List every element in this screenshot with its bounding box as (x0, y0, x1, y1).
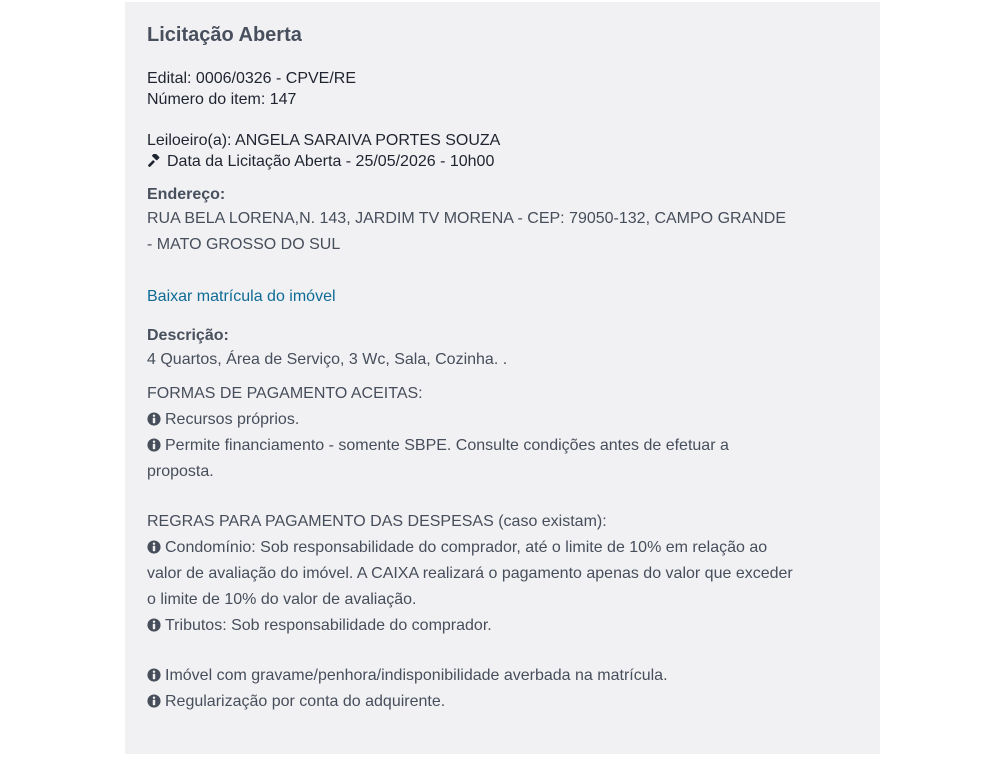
auction-date: Data da Licitação Aberta - 25/05/2026 - 10h00 (167, 153, 495, 170)
rule-text-continued: valor de avaliação do imóvel. A CAIXA realizará o pagamento apenas do valor que exceder (147, 565, 793, 582)
description: 4 Quartos, Área de Serviço, 3 Wc, Sala, Cozinha. . (147, 351, 508, 368)
auctioneer: Leiloeiro(a): ANGELA SARAIVA PORTES SOUZA (147, 132, 501, 149)
gavel-icon (147, 154, 161, 168)
page-title: Licitação Aberta (147, 24, 302, 46)
address-line: - MATO GROSSO DO SUL (147, 236, 341, 253)
payment-item (147, 407, 858, 433)
address (147, 206, 858, 258)
property-notes (147, 663, 858, 715)
rule-text: Tributos: Sob responsabilidade do comprador. (165, 617, 492, 634)
note-text: Imóvel com gravame/penhora/indisponibilidade averbada na matrícula. (165, 667, 668, 684)
payment-text: Recursos próprios. (165, 411, 300, 428)
payment-heading: FORMAS DE PAGAMENTO ACEITAS: (147, 385, 423, 402)
rule-text: Condomínio: Sob responsabilidade do comprador, até o limite de 10% em relação ao (165, 539, 768, 556)
info-circle-icon (147, 668, 161, 682)
payment-methods (147, 381, 858, 485)
info-circle-icon (147, 694, 161, 708)
auction-block (147, 130, 858, 172)
address-label: Endereço: (147, 186, 226, 203)
expense-rules (147, 509, 858, 639)
info-circle-icon (147, 412, 161, 426)
info-circle-icon (147, 618, 161, 632)
note-item (147, 689, 858, 715)
payment-text: Permite financiamento - somente SBPE. Consulte condições antes de efetuar a (165, 437, 729, 454)
info-circle-icon (147, 438, 161, 452)
rule-item (147, 535, 858, 561)
info-circle-icon (147, 540, 161, 554)
listing-panel (125, 2, 880, 754)
rules-heading: REGRAS PARA PAGAMENTO DAS DESPESAS (caso existam): (147, 513, 607, 530)
address-line: RUA BELA LORENA,N. 143, JARDIM TV MORENA - CEP: 79050-132, CAMPO GRANDE (147, 210, 787, 227)
description-label: Descrição: (147, 327, 229, 344)
download-registration-link[interactable]: Baixar matrícula do imóvel (147, 288, 336, 305)
note-item (147, 663, 858, 689)
auction-date-row (147, 151, 858, 172)
rule-text-continued: o limite de 10% do valor de avaliação. (147, 591, 417, 608)
item-number: Número do item: 147 (147, 91, 297, 108)
edital-number: Edital: 0006/0326 - CPVE/RE (147, 70, 357, 87)
note-text: Regularização por conta do adquirente. (165, 693, 446, 710)
rule-item (147, 613, 858, 639)
edital-block (147, 68, 858, 110)
payment-text-continued: proposta. (147, 463, 214, 480)
payment-item (147, 433, 858, 459)
